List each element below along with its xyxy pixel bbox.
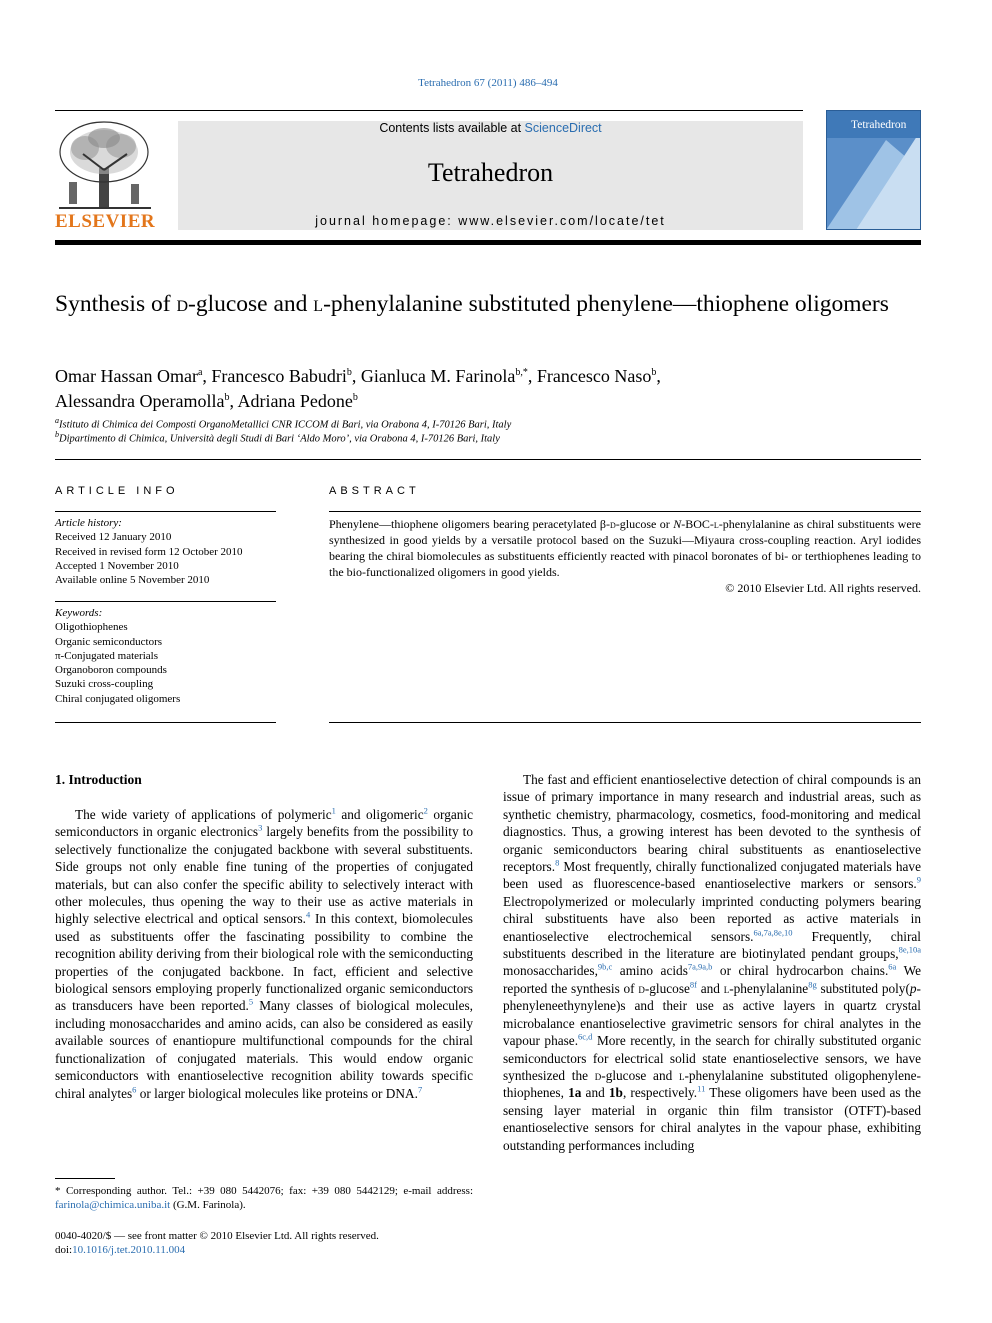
keywords-label: Keywords:	[55, 607, 103, 619]
abstract-bottom-rule	[329, 722, 921, 723]
article-history	[55, 516, 276, 587]
issn-line: 0040-4020/$ — see front matter © 2010 Elsevier Ltd. All rights reserved.	[55, 1230, 379, 1242]
authors-line-1: Omar Hassan Omar$^a$, Francesco Babudri$^b$, Gianluca M. Farinola$^{b,*}$, Francesco Naso$^b$,	[55, 366, 661, 386]
journal-name: Tetrahedron	[427, 158, 554, 187]
contents-line	[178, 121, 803, 135]
sciencedirect-link[interactable]: ScienceDirect	[524, 121, 602, 135]
keyword-item: Organic semiconductors	[55, 635, 163, 648]
keyword-item: Oligothiophenes	[55, 621, 128, 634]
affiliation-a-text: Istituto di Chimica dei Composti OrganoMetallici CNR ICCOM di Bari, via Orabona 4, I-70126 Bari, Italy	[59, 419, 512, 431]
contents-prefix: Contents lists available at	[379, 121, 525, 135]
keywords-block	[55, 606, 276, 706]
authors-line-2: Alessandra Operamolla$^b$, Adriana Pedone$^b$	[55, 391, 358, 411]
section-heading-introduction: 1. Introduction	[55, 772, 142, 787]
article-info-bottom-rule	[55, 722, 276, 723]
author-email-link[interactable]: farinola@chimica.uniba.it	[55, 1199, 171, 1211]
article-title: Synthesis of d-glucose and l-phenylalanine substituted phenylene—thiophene oligomers	[55, 291, 889, 317]
header-top-rule	[55, 110, 803, 111]
elsevier-tree-logo	[55, 120, 155, 212]
footnote-prefix: * Corresponding author. Tel.: +39 080 5442076; fax: +39 080 5442129; e-mail address:	[55, 1185, 473, 1197]
body-left-column: The wide variety of applications of polymeric$^1$ and oligomeric$^2$ organic semiconductors in organic electronics$^3$ largely benefits from the possibility to selectively functionalize the conjugated backbone with several substituents. Side groups not only enable fine tuning of the properties of conjugated materials, but can also confer the specific ability to selectively interact with other molecules, thus opening the way to their use as active materials in highly selective electrical and optical sensors.$^4$ In this context, biomolecules used as substituents offer the fascinating possibility to combine the recognition ability deriving from their biological role with the semiconducting properties of the conjugated backbone. In fact, efficient and selective biological sensors employing properly functionalized organic semiconductors as transducers have been reported.$^5$ Many classes of biological molecules, including monosaccharides and amino acids, can also be considered as easily available sources of enantiopure multifunctional compounds for the chiral functionalization of conjugated materials. This would endow organic semiconductors with enantioselective recognition ability towards specific chiral analytes$^6$ or larger biological molecules like proteins or DNA.$^7$	[55, 805, 473, 1101]
keyword-item: Suzuki cross-coupling	[55, 678, 154, 691]
abstract-copyright: © 2010 Elsevier Ltd. All rights reserved.	[725, 581, 921, 595]
article-info-heading: ARTICLE INFO	[55, 485, 179, 497]
affiliation-b-text: Dipartimento di Chimica, Università degli Studi di Bari ‘Aldo Moro’, via Orabona 4, I-70126 Bari, Italy	[59, 433, 500, 445]
history-item: Accepted 1 November 2010	[55, 559, 179, 572]
keywords-rule	[55, 601, 276, 602]
body-right-column: The fast and efficient enantioselective detection of chiral compounds is an issue of primary importance in many research and industrial areas, such as synthetic chemistry, pharmacology, cosmetics, food-monitoring and medical diagnostics. Thus, a growing interest has been devoted to the synthesis of organic semiconductors bearing chiral substituents as enantioselective receptors.$^8$ Most frequently, chirally functionalized conjugated materials have been used as fluorescence-based enantioselective markers or sensors.$^9$ Electropolymerized or molecularly imprinted conducting polymers bearing chiral substituents have also been reported as active materials in enantioselective electrochemical sensors.$^{6a,7a,8e,10}$ Frequently, chiral substituents described in the literature are biotinylated pendant groups,$^{8e,10a}$ monosaccharides,$^{9b,c}$ amino acids$^{7a,9a,b}$ or chiral hydrocarbon chains.$^{6a}$ We reported the synthesis of d-glucose$^{8f}$ and l-phenylalanine$^{8g}$ substituted poly(p-phenyleneethynylene)s and their use as active layers in quartz crystal microbalance enantioselective gravimetric sensors for chiral analytes in the vapour phase.$^{6c,d}$ More recently, in the search for chirally substituted organic semiconductors for electrical solid state enantioselective sensors, we have synthesized the d-glucose and l-phenylalanine substituted oligophenylene-thiophenes, 1a and 1b, respectively.$^{11}$ These oligomers have been used as the sensing layer material in organic thin film transistor (OTFT)-based enantioselective sensors for chiral analytes in the vapour phase, exhibiting outstanding performances including	[503, 772, 921, 1153]
doi-prefix: doi:	[55, 1244, 73, 1256]
keyword-item: π-Conjugated materials	[55, 649, 158, 662]
journal-homepage[interactable]: journal homepage: www.elsevier.com/locate/tet	[315, 214, 666, 228]
article-info-rule	[55, 511, 276, 512]
history-item: Received in revised form 12 October 2010	[55, 545, 243, 558]
affiliation-a: $^a$Istituto di Chimica dei Composti OrganoMetallici CNR ICCOM di Bari, via Orabona 4, I-70126 Bari, Italy	[55, 416, 512, 431]
affiliation-divider	[55, 459, 921, 460]
history-item: Received 12 January 2010	[55, 531, 172, 544]
header-thick-rule	[55, 240, 921, 245]
publisher-wordmark: ELSEVIER	[55, 211, 156, 232]
footnote-suffix: (G.M. Farinola).	[170, 1199, 246, 1211]
abstract-text: Phenylene—thiophene oligomers bearing peracetylated β-d-glucose or N-BOC-l-phenylalanine as chiral substituents were synthesized in good yields by a versatile protocol based on the Suzuki—Miyaura cross-coupling reaction. Aryl iodides bearing the chiral biomolecules as substituents efficiently reacted with pinacol boronates of bi- or terthiophenes leading to the bio-functionalized oligomers in good yields.	[329, 517, 921, 579]
affiliation-b: $^b$Dipartimento di Chimica, Università degli Studi di Bari ‘Aldo Moro’, via Orabona 4, I-70126 Bari, Italy	[55, 430, 500, 445]
abstract-heading: ABSTRACT	[329, 485, 420, 497]
doi-line	[55, 1243, 379, 1257]
journal-cover-thumbnail	[826, 110, 921, 230]
history-item: Available online 5 November 2010	[55, 574, 210, 587]
corresponding-author-footnote	[55, 1184, 473, 1212]
front-matter-notice	[55, 1229, 379, 1257]
keyword-item: Organoboron compounds	[55, 664, 167, 677]
author-list	[55, 362, 935, 412]
journal-citation[interactable]: Tetrahedron 67 (2011) 486–494	[418, 77, 558, 89]
keyword-item: Chiral conjugated oligomers	[55, 692, 181, 705]
doi-link[interactable]: 10.1016/j.tet.2010.11.004	[72, 1244, 186, 1256]
history-label: Article history:	[55, 517, 122, 529]
cover-title: Tetrahedron	[851, 119, 907, 131]
footnote-rule	[55, 1178, 115, 1179]
abstract-rule	[329, 511, 921, 512]
